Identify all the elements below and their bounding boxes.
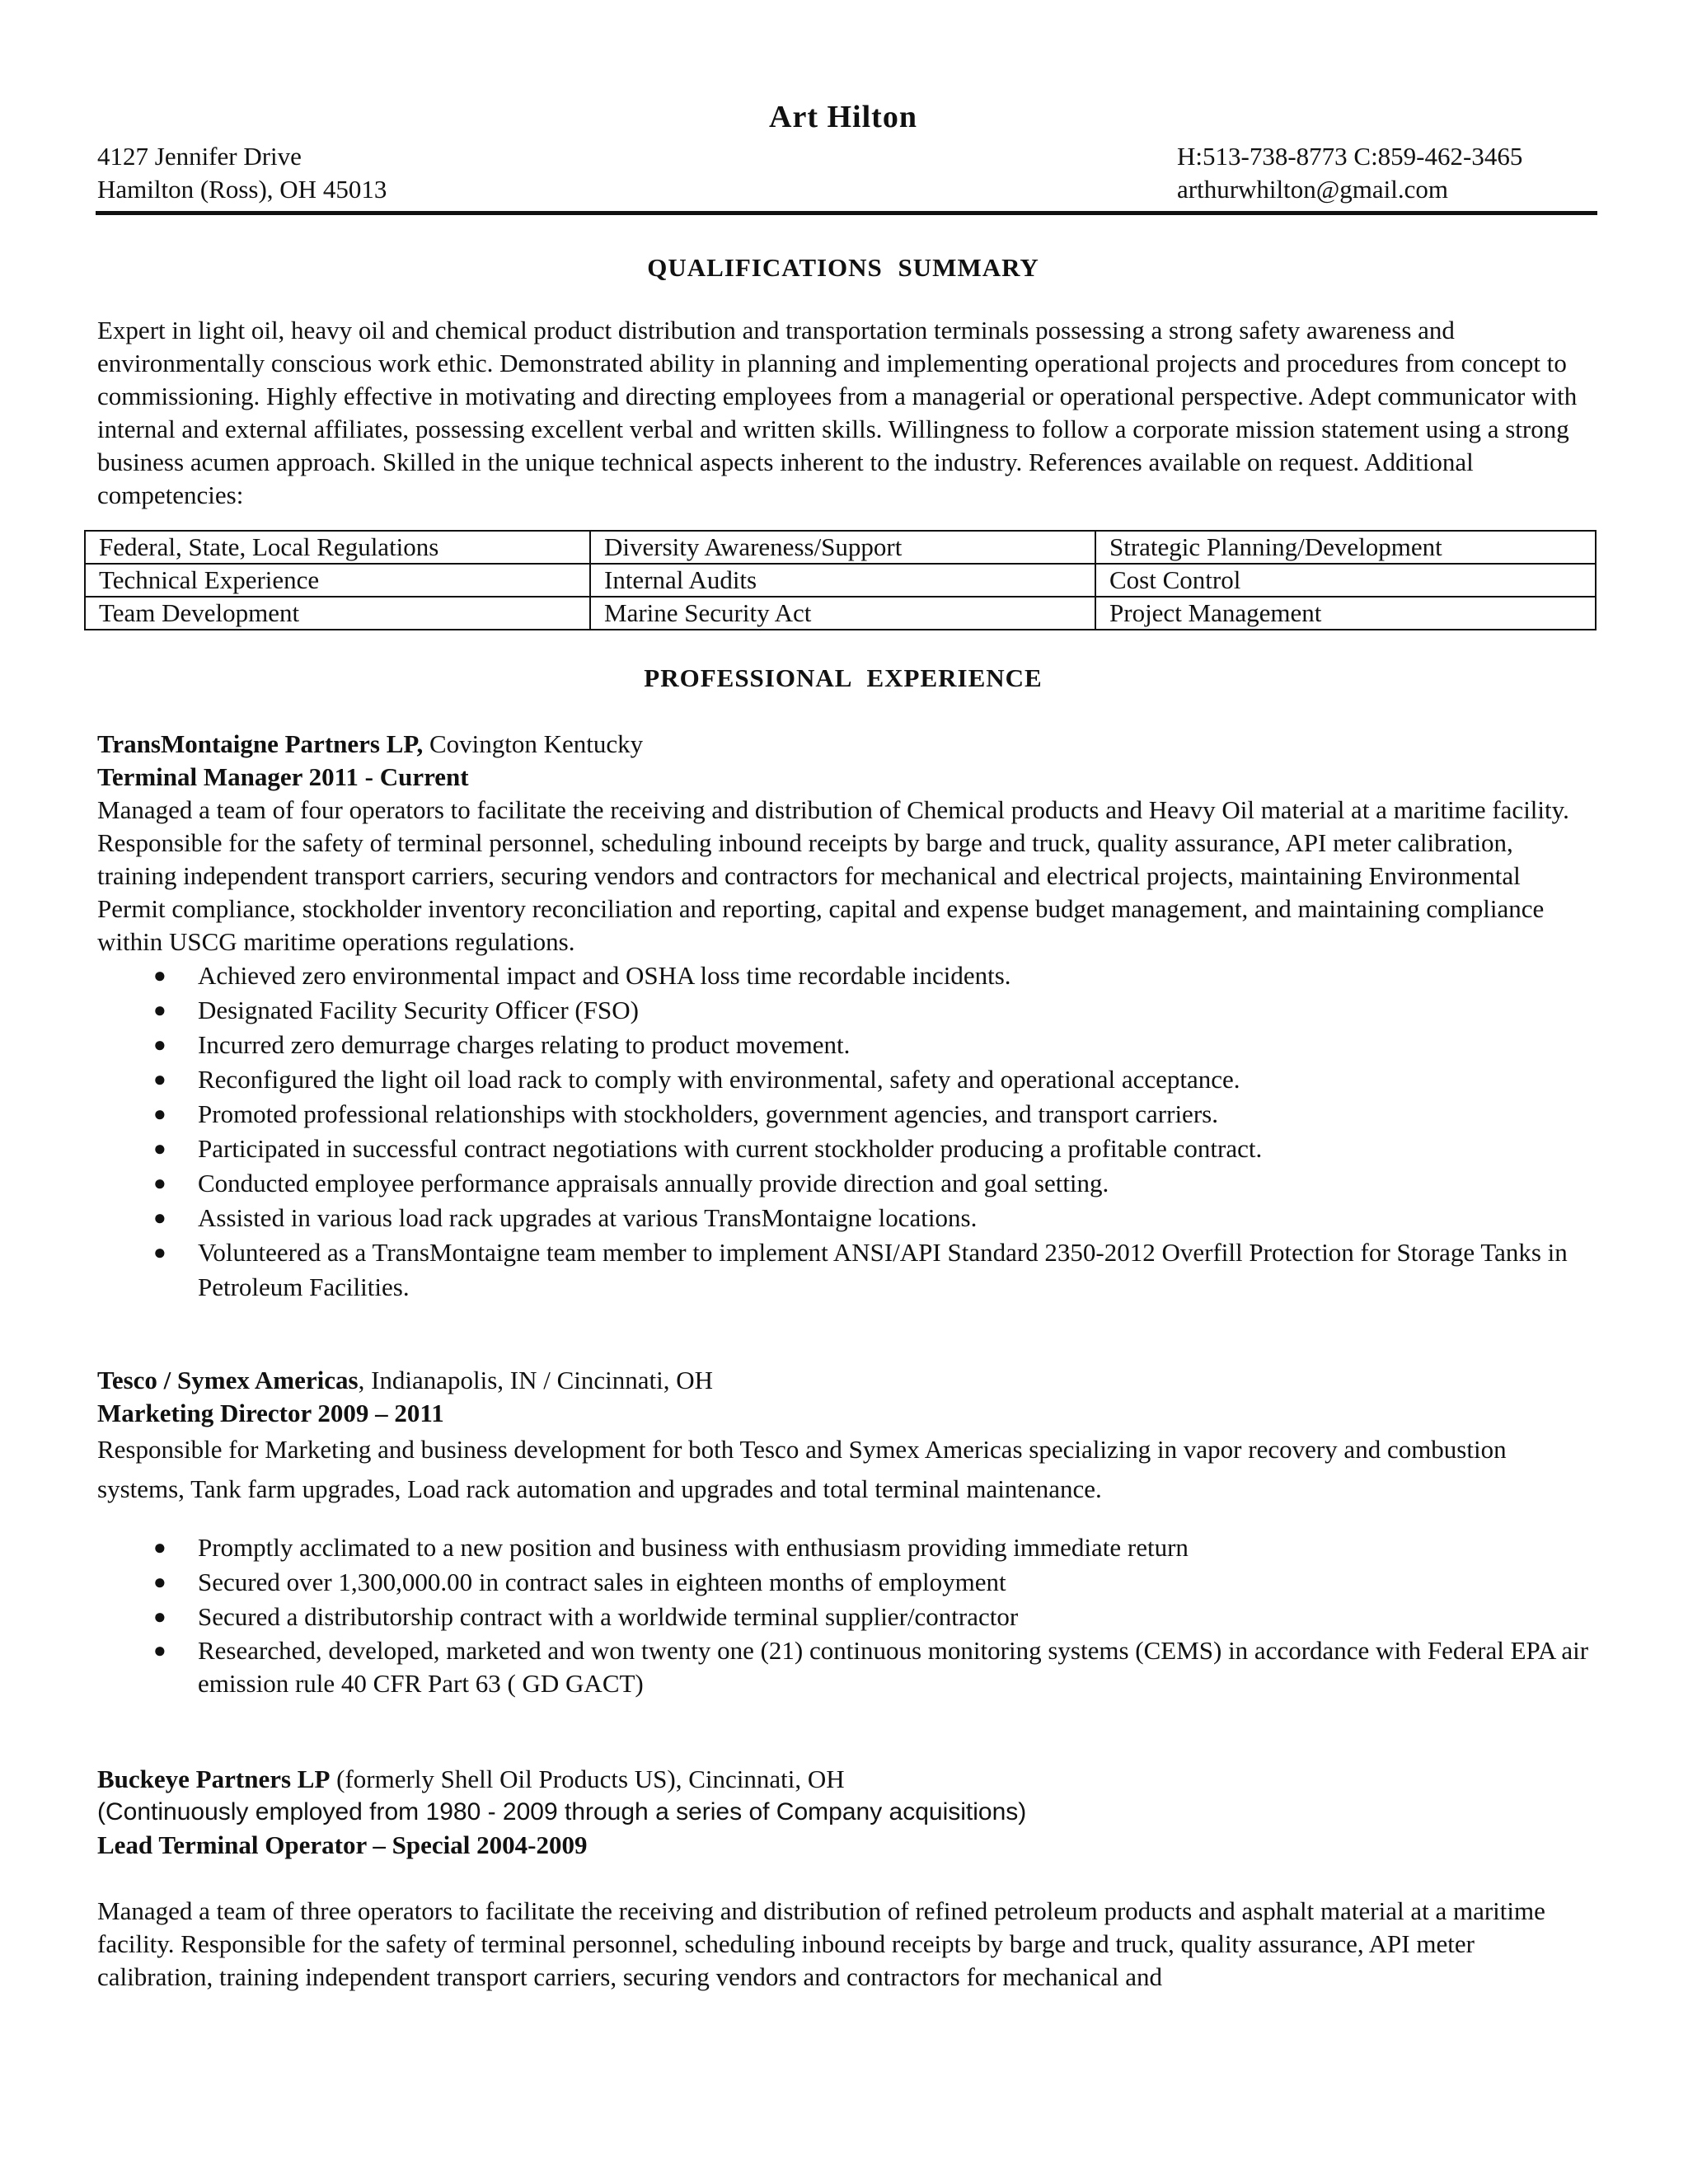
bullet-icon: ● bbox=[153, 1570, 166, 1594]
competencies-row bbox=[85, 564, 1596, 597]
company-location: , Indianapolis, IN / Cincinnati, OH bbox=[358, 1366, 714, 1394]
bullet-icon: ● bbox=[153, 1137, 166, 1160]
company-location: Covington Kentucky bbox=[423, 729, 644, 758]
bullet-text: Reconfigured the light oil load rack to comply with environmental, safety and operational acceptance. bbox=[198, 1065, 1240, 1094]
competency-cell: Technical Experience bbox=[85, 564, 590, 597]
address-line-2: Hamilton (Ross), OH 45013 bbox=[97, 175, 387, 204]
bullet-icon: ● bbox=[153, 1102, 166, 1126]
bullet-icon: ● bbox=[153, 1033, 166, 1057]
contact-row-2 bbox=[97, 173, 1589, 206]
contact-row-1 bbox=[97, 140, 1589, 173]
competency-cell: Team Development bbox=[85, 597, 590, 630]
list-item bbox=[97, 1600, 1589, 1634]
company-location: (formerly Shell Oil Products US), Cincinnati, OH bbox=[330, 1765, 845, 1793]
company-name: TransMontaigne Partners LP, bbox=[97, 729, 424, 758]
bullet-text: Assisted in various load rack upgrades at various TransMontaigne locations. bbox=[198, 1203, 978, 1232]
job-title: Terminal Manager 2011 - Current bbox=[97, 762, 469, 791]
bullet-icon: ● bbox=[153, 1206, 166, 1230]
job-description: Managed a team of four operators to facilitate the receiving and distribution of Chemical products and Heavy Oil material at a maritime facility. Responsible for the safety of terminal personnel, scheduling inbound receipts by barge and truck, quality assurance, API meter calibration, training independent transport carriers, securing vendors and contractors for mechanical and electrical projects, maintaining Environmental Permit compliance, stockholder inventory reconciliation and reporting, capital and expense budget management, and maintaining compliance within USCG maritime operations regulations. bbox=[97, 795, 1569, 956]
bullet-text: Incurred zero demurrage charges relating to product movement. bbox=[198, 1030, 851, 1059]
list-item bbox=[97, 993, 1589, 1028]
list-item bbox=[97, 1235, 1589, 1305]
list-item bbox=[97, 1097, 1589, 1132]
job-bullet-list bbox=[97, 958, 1589, 1305]
competencies-row bbox=[85, 531, 1596, 564]
list-item bbox=[97, 1166, 1589, 1201]
bullet-text: Conducted employee performance appraisals annually provide direction and goal setting. bbox=[198, 1169, 1109, 1197]
experience-heading: PROFESSIONAL EXPERIENCE bbox=[644, 663, 1043, 692]
competencies-row bbox=[85, 597, 1596, 630]
list-item bbox=[97, 1028, 1589, 1062]
competency-cell: Diversity Awareness/Support bbox=[590, 531, 1095, 564]
bullet-text: Volunteered as a TransMontaigne team member to implement ANSI/API Standard 2350-2012 Overfill Protection for Storage Tanks in Petroleum Facilities. bbox=[198, 1238, 1568, 1301]
bullet-text: Participated in successful contract negotiations with current stockholder producing a profitable contract. bbox=[198, 1134, 1263, 1163]
resume-page bbox=[97, 97, 1589, 1994]
job-entry bbox=[97, 728, 1589, 1305]
bullet-icon: ● bbox=[153, 998, 166, 1022]
employment-note: (Continuously employed from 1980 - 2009 through a series of Company acquisitions) bbox=[97, 1798, 1027, 1825]
list-item bbox=[97, 1201, 1589, 1235]
job-entry bbox=[97, 1763, 1589, 1994]
bullet-text: Designated Facility Security Officer (FSO) bbox=[198, 996, 639, 1024]
header-divider bbox=[96, 211, 1597, 215]
bullet-icon: ● bbox=[153, 1638, 166, 1662]
bullet-icon: ● bbox=[153, 963, 166, 987]
job-bullet-list bbox=[97, 1530, 1589, 1700]
competency-cell: Cost Control bbox=[1095, 564, 1596, 597]
list-item bbox=[97, 1062, 1589, 1097]
bullet-icon: ● bbox=[153, 1067, 166, 1091]
bullet-icon: ● bbox=[153, 1171, 166, 1195]
competency-cell: Federal, State, Local Regulations bbox=[85, 531, 590, 564]
competency-cell: Strategic Planning/Development bbox=[1095, 531, 1596, 564]
bullet-text: Promptly acclimated to a new position and business with enthusiasm providing immediate return bbox=[198, 1533, 1189, 1562]
company-name: Tesco / Symex Americas bbox=[97, 1366, 359, 1394]
bullet-text: Promoted professional relationships with stockholders, government agencies, and transport carriers. bbox=[198, 1099, 1218, 1128]
job-company-line bbox=[97, 1763, 1589, 1796]
competency-cell: Project Management bbox=[1095, 597, 1596, 630]
bullet-icon: ● bbox=[153, 1605, 166, 1629]
company-name: Buckeye Partners LP bbox=[97, 1765, 331, 1793]
job-title: Marketing Director 2009 – 2011 bbox=[97, 1399, 444, 1427]
job-entry bbox=[97, 1364, 1589, 1700]
competency-cell: Internal Audits bbox=[590, 564, 1095, 597]
list-item bbox=[97, 1530, 1589, 1565]
bullet-text: Achieved zero environmental impact and OSHA loss time recordable incidents. bbox=[198, 961, 1011, 990]
job-company-line bbox=[97, 728, 1589, 761]
competencies-table bbox=[84, 530, 1597, 630]
bullet-icon: ● bbox=[153, 1240, 166, 1264]
phone-numbers: H:513-738-8773 C:859-462-3465 bbox=[1177, 142, 1523, 171]
job-description: Responsible for Marketing and business development for both Tesco and Symex Americas specializing in vapor recovery and combustion systems, Tank farm upgrades, Load rack automation and upgrades and total terminal maintenance. bbox=[97, 1435, 1507, 1503]
competency-cell: Marine Security Act bbox=[590, 597, 1095, 630]
address-line-1: 4127 Jennifer Drive bbox=[97, 142, 302, 171]
bullet-text: Secured a distributorship contract with a worldwide terminal supplier/contractor bbox=[198, 1602, 1019, 1631]
bullet-text: Secured over 1,300,000.00 in contract sales in eighteen months of employment bbox=[198, 1568, 1006, 1596]
bullet-icon: ● bbox=[153, 1535, 166, 1559]
job-title: Lead Terminal Operator – Special 2004-2009 bbox=[97, 1830, 588, 1859]
list-item bbox=[97, 958, 1589, 993]
list-item bbox=[97, 1132, 1589, 1166]
email-address: arthurwhilton@gmail.com bbox=[1177, 175, 1449, 204]
bullet-text: Researched, developed, marketed and won twenty one (21) continuous monitoring systems (CEMS) in accordance with Federal EPA air emission rule 40 CFR Part 63 ( GD GACT) bbox=[198, 1636, 1589, 1698]
list-item bbox=[97, 1565, 1589, 1600]
qualifications-heading: QUALIFICATIONS SUMMARY bbox=[647, 253, 1039, 282]
list-item bbox=[97, 1634, 1589, 1700]
resume-name: Art Hilton bbox=[769, 100, 917, 134]
job-company-line bbox=[97, 1364, 1589, 1397]
qualifications-summary: Expert in light oil, heavy oil and chemical product distribution and transportation terminals possessing a strong safety awareness and environmentally conscious work ethic. Demonstrated ability in planning and implementing operational projects and procedures from concept to commissioning. Highly effective in motivating and directing employees from a managerial or operational perspective. Adept communicator with internal and external affiliates, possessing excellent verbal and written skills. Willingness to follow a corporate mission statement using a strong business acumen approach. Skilled in the unique technical aspects inherent to the industry. References available on request. Additional competencies: bbox=[97, 316, 1578, 509]
job-description: Managed a team of three operators to facilitate the receiving and distribution of refined petroleum products and asphalt material at a maritime facility. Responsible for the safety of terminal personnel, scheduling inbound receipts by barge and truck, quality assurance, API meter calibration, training independent transport carriers, securing vendors and contractors for mechanical and bbox=[97, 1896, 1545, 1991]
